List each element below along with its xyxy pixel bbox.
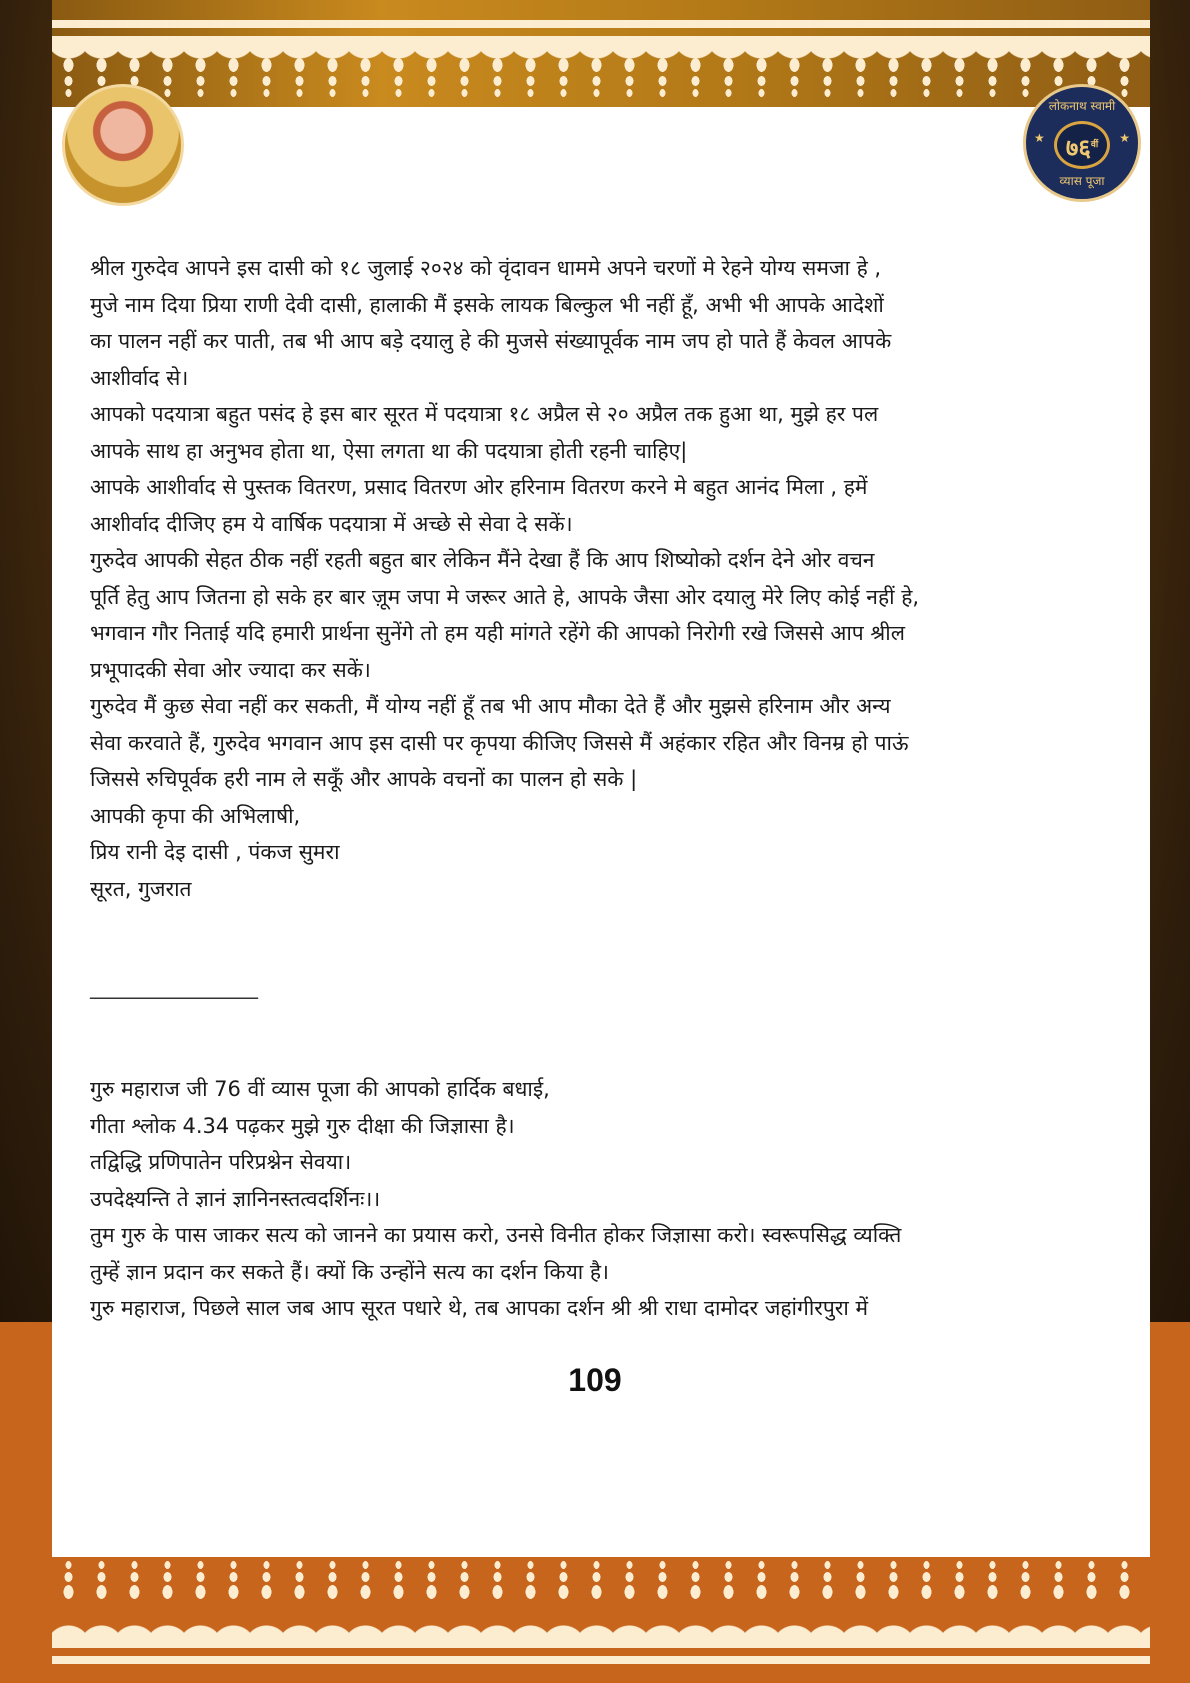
text-line: आशीर्वाद दीजिए हम ये वार्षिक पदयात्रा में अच्छे से सेवा दे सकें। [90,511,573,536]
letter-one [90,250,1120,907]
text-line: गुरुदेव मैं कुछ सेवा नहीं कर सकती, मैं योग्य नहीं हूँ तब भी आप मौका देते हैं और मुझसे हरिनाम और अन्य [90,694,891,718]
text-line: आशीर्वाद से। [90,365,189,390]
top-border-line [52,20,1150,28]
page-number: 109 [568,1362,622,1398]
bottom-border-line [52,1656,1150,1664]
text-line: आपके आशीर्वाद से पुस्तक वितरण, प्रसाद वितरण ओर हरिनाम वितरण करने मे बहुत आनंद मिला , हमें [90,475,868,499]
bottom-scallop-border [52,1622,1150,1648]
text-line: गुरुदेव आपकी सेहत ठीक नहीं रहती बहुत बार लेकिन मैंने देखा हैं कि आप शिष्योको दर्शन देने ओर वचन [90,548,875,572]
text-line: गीता श्लोक 4.34 पढ़कर मुझे गुरु दीक्षा की जिज्ञासा है। [90,1113,515,1138]
text-line: सेवा करवाते हैं, गुरुदेव भगवान आप इस दासी पर कृपया कीजिए जिससे मैं अहंकार रहित और विनम्र हो पाऊं [90,730,909,755]
top-dot-border [52,58,1150,98]
text-line: श्रील गुरुदेव आपने इस दासी को १८ जुलाई २०२४ को वृंदावन धाममे अपने चरणों मे रेहने योग्य समजा हे , [90,256,882,280]
bottom-dot-border [52,1560,1150,1600]
text-line: प्रिय रानी देइ दासी , पंकज सुमरा [90,840,340,864]
text-line: तद्विद्धि प्रणिपातेन परिप्रश्नेन सेवया। [90,1150,352,1174]
separator-line: ________________ [90,975,258,999]
text-line: का पालन नहीं कर पाती, तब भी आप बड़े दयालु हे की मुजसे संख्यापूर्वक नाम जप हो पाते हैं केवल आपके [90,329,892,353]
text-line: भगवान गौर निताई यदि हमारी प्रार्थना सुनेंगे तो हम यही मांगते रहेंगे की आपको निरोगी रखे जिससे आप श्रील [90,621,905,645]
star-icon: ★ [1119,131,1130,145]
text-line: तुम गुरु के पास जाकर सत्य को जानने का प्रयास करो, उनसे विनीत होकर जिज्ञासा करो। स्वरूपसिद्ध व्यक्ति [90,1223,902,1247]
text-line: आपको पदयात्रा बहुत पसंद हे इस बार सूरत में पदयात्रा १८ अप्रैल से २० अप्रैल तक हुआ था, मुझे हर पल [90,402,879,426]
text-line: जिससे रुचिपूर्वक हरी नाम ले सकूँ और आपके वचनों का पालन हो सके | [90,767,638,791]
letter-two [90,1071,1120,1327]
text-line: मुजे नाम दिया प्रिया राणी देवी दासी, हालाकी मैं इसके लायक बिल्कुल भी नहीं हूँ, अभी भी आपके आदेशों [90,292,884,317]
text-line: सूरत, गुजरात [90,876,192,901]
text-line: पूर्ति हेतु आप जितना हो सके हर बार ज़ूम जपा मे जरूर आते हे, आपके जैसा ओर दयालु मेरे लिए कोई नहीं हे, [90,584,920,609]
text-line: आपके साथ हा अनुभव होता था, ऐसा लगता था की पदयात्रा होती रहनी चाहिए| [90,438,688,463]
text-line: आपकी कृपा की अभिलाषी, [90,803,301,828]
logo-top-text: लोकनाथ स्वामी [1048,99,1116,113]
guru-portrait [62,84,184,206]
text-line: प्रभूपादकी सेवा ओर ज्यादा कर सकें। [90,657,371,682]
logo-bottom-text: व्यास पूजा [1059,174,1105,188]
vyasa-puja-logo [1023,84,1141,202]
text-line: तुम्हें ज्ञान प्रदान कर सकते हैं। क्यों कि उन्होंने सत्य का दर्शन किया है। [90,1259,609,1284]
text-line: गुरु महाराज जी 76 वीं व्यास पूजा की आपको हार्दिक बधाई, [90,1077,550,1101]
text-line: गुरु महाराज, पिछले साल जब आप सूरत पधारे थे, तब आपका दर्शन श्री श्री राधा दामोदर जहांगीरपुरा में [90,1296,869,1320]
text-line: उपदेक्ष्यन्ति ते ज्ञानं ज्ञानिनस्तत्वदर्शिनः।। [90,1186,381,1211]
logo-number: $७६^{वीं}$ [1054,121,1110,169]
star-icon: ★ [1034,131,1045,145]
